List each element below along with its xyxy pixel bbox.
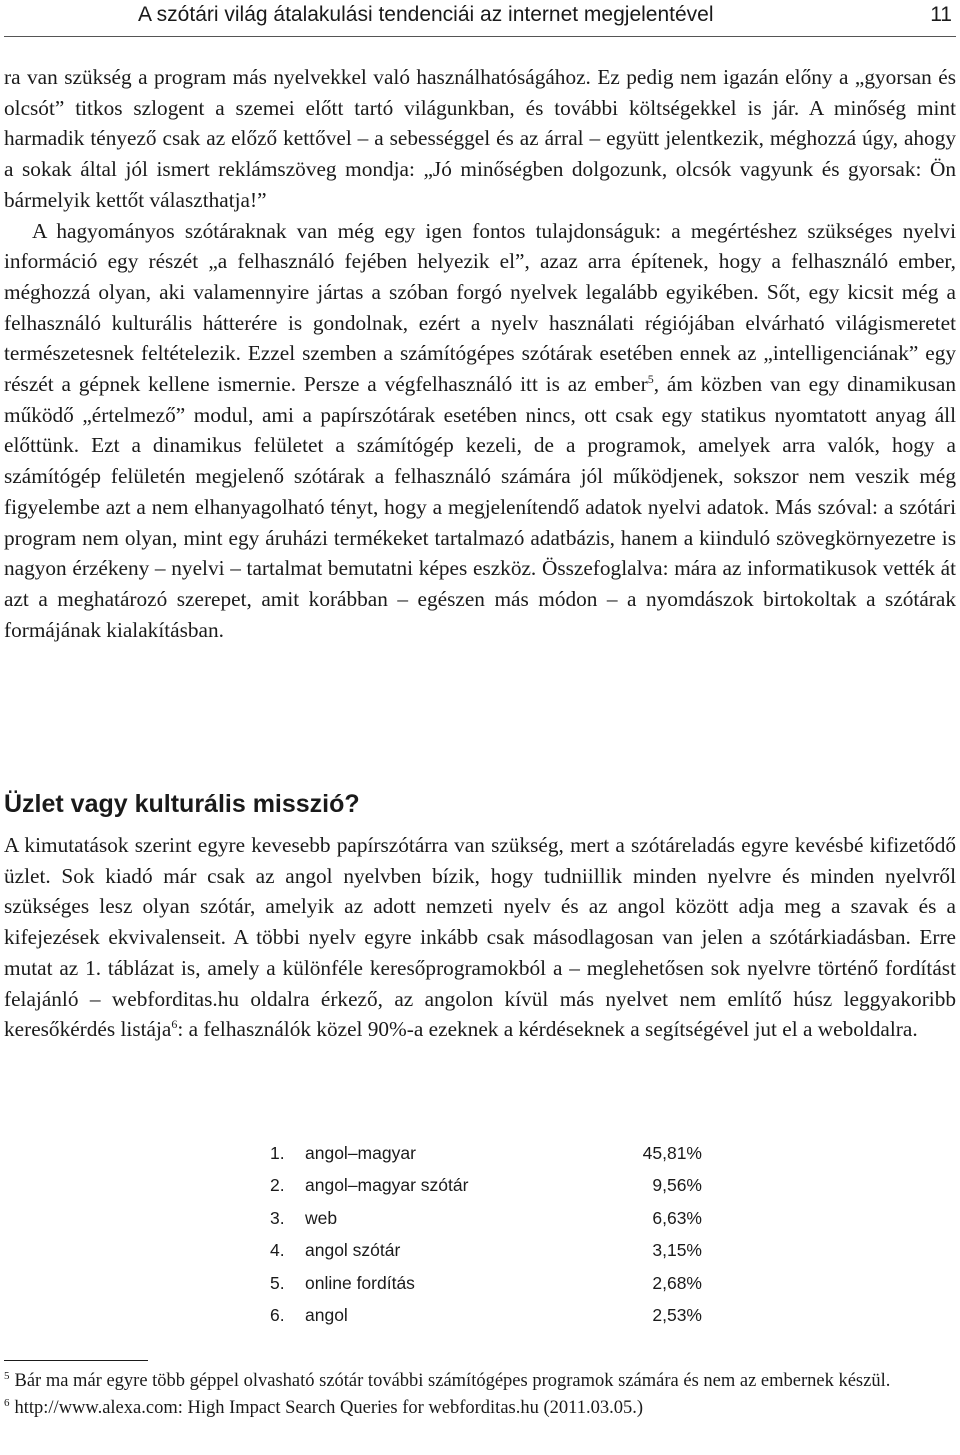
paragraph-2 [4,216,956,646]
search-term: angol szótár [305,1240,401,1261]
rank-number: 4. [270,1240,285,1261]
footnote-text[interactable]: http://www.alexa.com: High Impact Search Queries for webforditas.hu (2011.03.05.) [14,1398,643,1418]
section-heading: Üzlet vagy kulturális misszió? [4,790,360,818]
page-number: 11 [930,3,952,26]
table-row [270,1236,710,1268]
footnotes [4,1368,956,1422]
rank-number: 3. [270,1207,285,1228]
table-row [270,1204,710,1236]
search-term: angol–magyar [305,1143,416,1163]
search-term: online fordítás [305,1272,415,1293]
rank-number: 1. [270,1143,285,1163]
section-paragraph-part-2: : a felhasználók közel 90%-a ezeknek a kérdéseknek a segítségével jut el a weboldalra. [177,1017,918,1042]
table-row [270,1269,710,1301]
share-percent: 6,63% [652,1207,702,1228]
section-paragraph [4,830,956,1045]
table-row [270,1171,710,1203]
running-header [0,0,960,36]
section-text [4,830,956,1045]
share-percent: 45,81% [642,1143,702,1163]
search-term: angol–magyar szótár [305,1175,469,1196]
footnote-mark: 5 [4,1369,10,1382]
search-term: angol [305,1304,348,1325]
share-percent: 9,56% [652,1175,702,1196]
share-percent: 2,53% [652,1304,702,1325]
paragraph-2-part-1: A hagyományos szótáraknak van még egy igen fontos tulajdonságuk: a megértéshez szükséges nyelvi információ egy részét „a felhasználó fejében helyezik el”, azaz arra építenek, hogy a felhasználó ember, méghozzá olyan, aki valamennyire jártas a szóban forgó nyelvek legalább egyikében. Sőt, egy kicsit még a felhasználó kulturális hátterére is gondolnak, ezért a nyelv használati régiójában elvárható világismeretet természetesnek feltételezik. Ezzel szemben a számítógépes szótárak esetében ennek az „intelligenciának” egy részét a gépnek kellene ismernie. Persze a végfelhasználó itt is az ember [4,218,956,397]
footnote-5 [4,1368,956,1395]
section-paragraph-part-1: A kimutatások szerint egyre kevesebb papírszótárra van szükség, mert a szótáreladás egyre kevésbé kifizetődő üzlet. Sok kiadó már csak az angol nyelvben bízik, hogy tudniillik minden nyelvre és minden nyelvről szükséges lesz olyan szótár, amelyik az adott nemzeti nyelv és az angol között adja meg a szavak és a kifejezések ekvivalenseit. A többi nyelv egyre inkább csak másodlagosan van jelen a szótárkiadásban. Erre mutat az 1. táblázat is, amely a különféle keresőprogramokból a – meglehetősen sok nyelvre történő fordítást felajánló – webforditas.hu oldalra érkező, az angolon kívül más nyelvet nem említő húsz leggyakoribb keresőkérdés listája [4,833,956,1042]
paragraph-2-part-2: , ám közben van egy dinamikusan működő „értelmező” modul, ami a papírszótárak esetében nincs, ott csak egy statikus nyomtatott anyag áll előttünk. Ezt a dinamikus felületet a számítógép kezeli, de a programok, amelyek arra valók, hogy a számítógép felületén megjelenő szótárak a felhasználó számára jól működjenek, sokszor nem veszik még figyelembe azt a nem elhanyagolható tényt, hogy a megjelenítendő adatok nyelvi adatok. Más szóval: a szótári program nem olyan, mint egy áruházi termékeket tartalmazó adatbázis, hanem a kiinduló szövegkörnyezetre is nagyon érzékeny – nyelvi – tartalmat bemutatni képes eszköz. Összefoglalva: mára az informatikusok vették át azt a meghatározó szerepet, amit korábban – egészen más módon – a nyomdászok birtokoltak a szótárak formájának kialakításban. [4,372,956,642]
header-rule [4,36,956,37]
running-title: A szótári világ átalakulási tendenciái az internet megjelentével [138,3,714,26]
share-percent: 2,68% [652,1272,702,1293]
body-text [4,62,956,645]
footnote-rule [4,1360,148,1361]
rank-number: 6. [270,1304,285,1325]
share-percent: 3,15% [652,1240,702,1261]
search-term: web [305,1207,338,1228]
rank-number: 2. [270,1175,285,1196]
footnote-ref-5[interactable]: 5 [647,371,654,386]
footnote-text: Bár ma már egyre több géppel olvasható szótár további számítógépes programok számára és nem az embernek készül. [14,1371,891,1391]
table-row [270,1139,710,1171]
footnote-mark: 6 [4,1396,10,1409]
paragraph-1: ra van szükség a program más nyelvekkel való használhatóságához. Ez pedig nem igazán előny a „gyorsan és olcsót” titkos szlogent a szemei előtt tartó világunkban, és további költségekkel is jár. A minőség mint harmadik tényező csak az előző kettővel – a sebességgel és az árral – együtt jelentkezik, méghozzá úgy, ahogy a sokak által jól ismert reklámszöveg mondja: „Jó minőségben dolgozunk, olcsók vagyunk és gyorsak: Ön bármelyik kettőt választhatja!” [4,65,956,212]
footnote-ref-6[interactable]: 6 [171,1017,178,1032]
table-row [270,1301,710,1333]
footnote-6 [4,1395,956,1422]
rank-number: 5. [270,1272,285,1293]
search-query-table [270,1139,710,1333]
